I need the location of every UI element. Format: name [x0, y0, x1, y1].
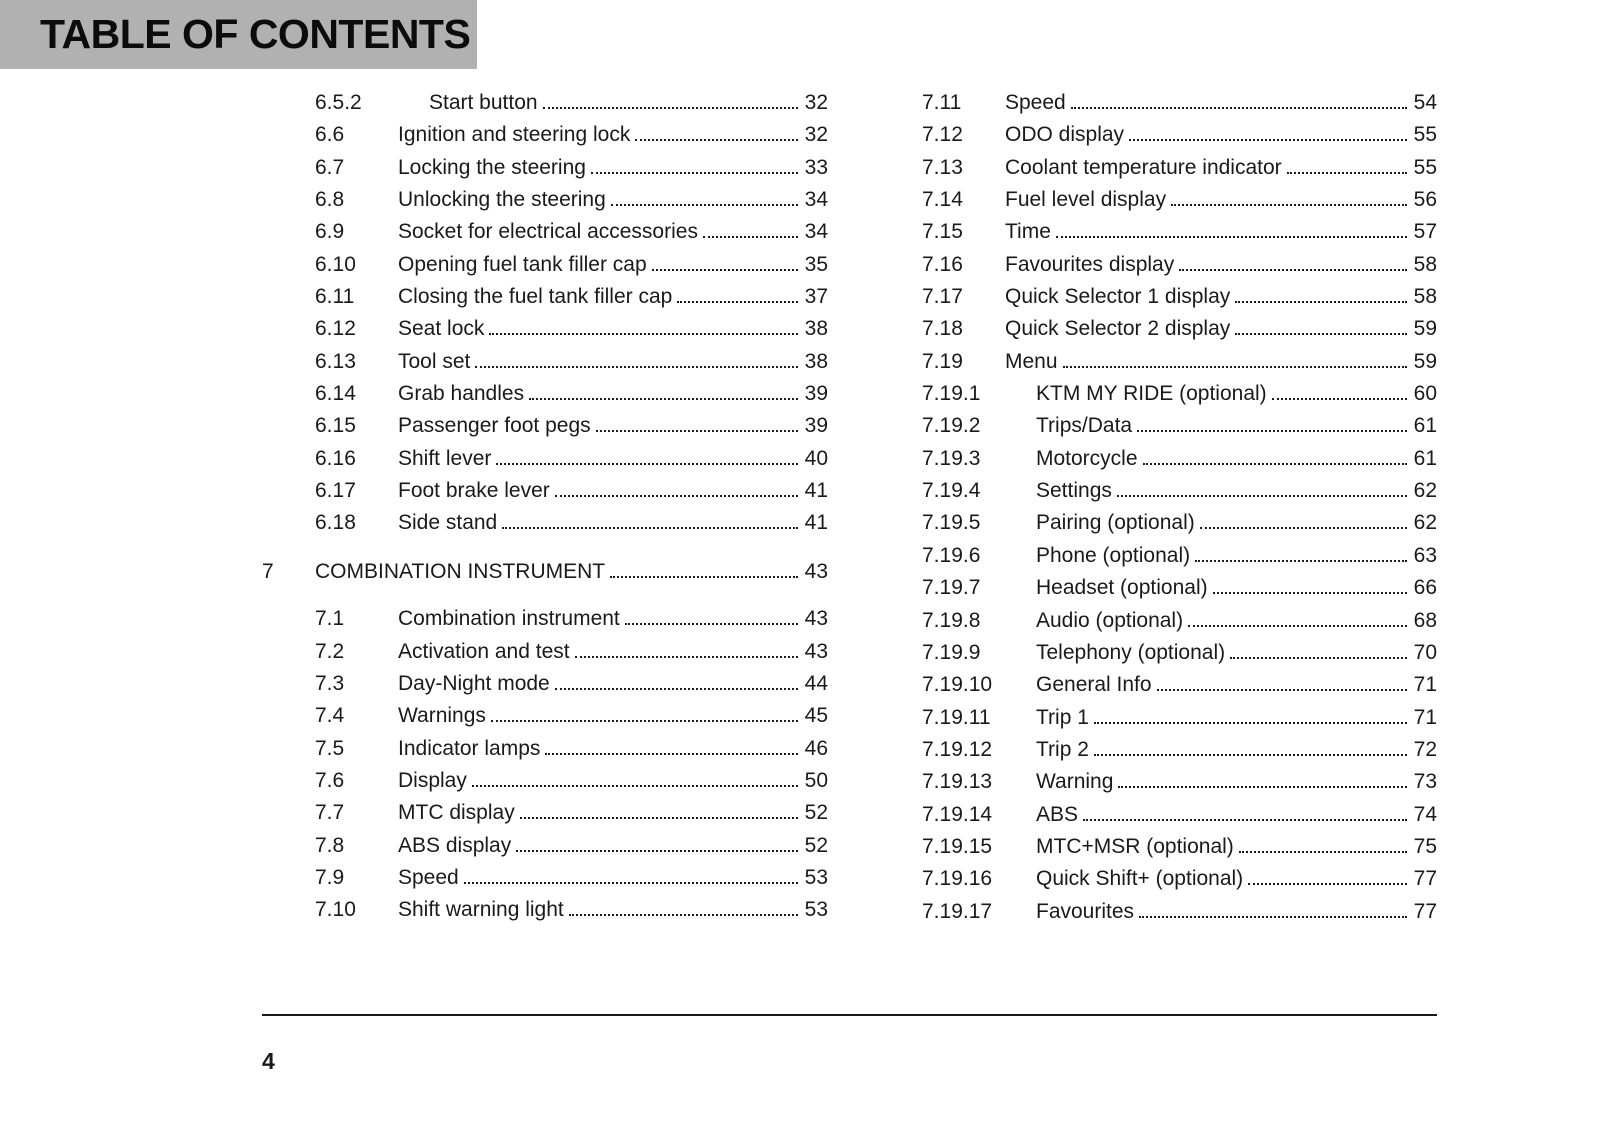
dot-leader: [1235, 333, 1407, 335]
toc-entry-number: 7.2: [315, 639, 345, 663]
toc-entry-page: 35: [804, 252, 828, 276]
toc-entry-row: [922, 799, 1437, 831]
toc-entry-page: 32: [804, 91, 828, 114]
dot-leader: [1213, 592, 1407, 594]
dot-leader: [1063, 366, 1407, 368]
toc-entry-row: [922, 184, 1437, 216]
toc-entry-title: Locking the steering: [398, 155, 586, 179]
toc-entry-row: [315, 733, 828, 765]
toc-entry-page: 43: [804, 607, 828, 631]
toc-entry-number: 6.5.2: [315, 91, 362, 114]
toc-entry-row: [315, 378, 828, 410]
toc-entry-number: 6.8: [315, 188, 345, 212]
toc-entry-row: [922, 410, 1437, 442]
dot-leader: [1230, 657, 1407, 659]
toc-entry-page: 59: [1413, 349, 1437, 373]
toc-entry-title: Quick Selector 1 display: [1005, 285, 1231, 309]
toc-entry-number: 7.19.6: [922, 543, 981, 567]
toc-entry-title: Speed: [1005, 91, 1066, 114]
toc-entry-title: Warning: [1036, 770, 1114, 794]
toc-entry-row: [922, 443, 1437, 475]
toc-entry-title: Motorcycle: [1036, 446, 1138, 470]
toc-entry-page: 38: [804, 349, 828, 373]
toc-entry-title: Unlocking the steering: [398, 188, 606, 212]
toc-entry-page: 56: [1413, 188, 1437, 212]
toc-entry-number: 6.10: [315, 252, 356, 276]
toc-entry-row: [922, 507, 1437, 539]
toc-entry-title: Headset (optional): [1036, 576, 1208, 600]
toc-entry-number: 7.19.3: [922, 446, 981, 470]
dot-leader: [555, 688, 798, 690]
toc-entry-page: 45: [804, 704, 828, 728]
toc-entry-page: 70: [1413, 640, 1437, 664]
toc-entry-number: 7.19.1: [922, 382, 981, 406]
dot-leader: [489, 333, 798, 335]
dot-leader: [1118, 786, 1407, 788]
toc-entry-row: [315, 765, 828, 797]
toc-entry-number: 7.19: [922, 349, 963, 373]
toc-entry-page: 53: [804, 865, 828, 889]
toc-entry-title: Quick Selector 2 display: [1005, 317, 1231, 341]
toc-entry-number: 6.11: [315, 285, 355, 309]
toc-entry-number: 6.15: [315, 414, 356, 438]
toc-entry-title: Shift lever: [398, 446, 492, 470]
toc-entry-page: 46: [804, 736, 828, 760]
dot-leader: [703, 236, 798, 238]
toc-entry-number: 7.16: [922, 252, 963, 276]
toc-entry-number: 7.6: [315, 768, 345, 792]
dot-leader: [1239, 851, 1407, 853]
toc-entry-row: [922, 216, 1437, 248]
toc-entry-row: [922, 475, 1437, 507]
toc-entry-row: [922, 313, 1437, 345]
toc-entry-row: [922, 702, 1437, 734]
toc-entry-row: [922, 119, 1437, 151]
toc-column-left: [262, 87, 828, 927]
toc-column-right: [869, 87, 1437, 928]
toc-entry-title: ABS display: [398, 833, 512, 857]
toc-entry-number: 7.11: [922, 91, 962, 114]
toc-entry-number: 6.14: [315, 382, 356, 406]
toc-entry-title: ODO display: [1005, 123, 1125, 147]
toc-entry-number: 7.4: [315, 704, 345, 728]
toc-entry-title: Display: [398, 768, 467, 792]
toc-entry-page: 55: [1413, 155, 1437, 179]
toc-entry-row: [922, 863, 1437, 895]
toc-entry-title: Favourites: [1036, 899, 1135, 923]
toc-entry-row: [315, 603, 828, 635]
page-header-banner: [0, 0, 477, 69]
toc-entry-page: 34: [804, 220, 828, 244]
toc-entry-number: 7.19.13: [922, 770, 993, 794]
toc-entry-title: Seat lock: [398, 317, 485, 341]
dot-leader: [543, 107, 798, 109]
toc-entry-page: 77: [1413, 867, 1437, 891]
toc-entry-number: 6.13: [315, 349, 356, 373]
toc-entry-title: General Info: [1036, 673, 1152, 697]
toc-entry-number: 7.19.16: [922, 867, 993, 891]
dot-leader: [491, 720, 798, 722]
toc-entry-page: 62: [1413, 511, 1437, 535]
toc-entry-title: Ignition and steering lock: [398, 123, 631, 147]
toc-entry-row: [922, 637, 1437, 669]
dot-leader: [529, 398, 798, 400]
toc-entry-number: 6.6: [315, 123, 345, 147]
toc-entry-row: [315, 830, 828, 862]
toc-entry-page: 66: [1413, 576, 1437, 600]
toc-entry-title: Quick Shift+ (optional): [1036, 867, 1244, 891]
toc-entry-page: 53: [804, 898, 828, 922]
toc-entry-page: 43: [804, 559, 828, 583]
dot-leader: [472, 785, 798, 787]
toc-entry-number: 7.1: [315, 607, 345, 631]
toc-entry-title: Activation and test: [398, 639, 570, 663]
toc-entry-row: [922, 766, 1437, 798]
dot-leader: [1056, 236, 1407, 238]
dot-leader: [1137, 430, 1407, 432]
dot-leader: [596, 430, 798, 432]
toc-entry-row: [315, 862, 828, 894]
toc-entry-row: [315, 249, 828, 281]
toc-entry-page: 75: [1413, 834, 1437, 858]
toc-entry-page: 58: [1413, 285, 1437, 309]
toc-entry-page: 58: [1413, 252, 1437, 276]
toc-entry-number: 7.19.4: [922, 479, 981, 503]
toc-entry-number: 6.16: [315, 446, 356, 470]
dot-leader: [610, 576, 798, 578]
toc-entry-number: 7.18: [922, 317, 963, 341]
toc-entry-row: [315, 87, 828, 119]
dot-leader: [1157, 689, 1407, 691]
toc-entry-row: [315, 216, 828, 248]
toc-entry-title: Audio (optional): [1036, 608, 1184, 632]
toc-entry-number: 7.19.5: [922, 511, 981, 535]
toc-entry-number: 7.13: [922, 155, 963, 179]
toc-entry-number: 7.19.10: [922, 673, 993, 697]
toc-entry-row: [315, 313, 828, 345]
toc-entry-page: 55: [1413, 123, 1437, 147]
toc-entry-page: 37: [804, 285, 828, 309]
toc-entry-page: 39: [804, 414, 828, 438]
toc-entry-number: 7.8: [315, 833, 345, 857]
dot-leader: [591, 172, 798, 174]
toc-entry-page: 57: [1413, 220, 1437, 244]
dot-leader: [1083, 819, 1407, 821]
dot-leader: [1094, 754, 1407, 756]
toc-entry-page: 38: [804, 317, 828, 341]
toc-entry-row: [315, 668, 828, 700]
toc-chapter-row: [262, 556, 828, 588]
toc-entry-title: Trip 2: [1036, 737, 1089, 761]
toc-entry-row: [922, 378, 1437, 410]
toc-entry-number: 7.7: [315, 801, 345, 825]
toc-entry-page: 43: [804, 639, 828, 663]
toc-entry-number: 7.19.7: [922, 576, 981, 600]
toc-entry-row: [315, 281, 828, 313]
toc-entry-number: 7.10: [315, 898, 356, 922]
toc-entry-title: Socket for electrical accessories: [398, 220, 698, 244]
dot-leader: [545, 753, 798, 755]
dot-leader: [1272, 398, 1407, 400]
toc-entry-title: MTC display: [398, 801, 515, 825]
toc-entry-number: 7.14: [922, 188, 963, 212]
toc-entry-title: Coolant temperature indicator: [1005, 155, 1282, 179]
dot-leader: [635, 139, 798, 141]
toc-entry-row: [922, 572, 1437, 604]
page-number: 4: [262, 1048, 275, 1074]
toc-entry-page: 40: [804, 446, 828, 470]
toc-entry-page: 63: [1413, 543, 1437, 567]
toc-entry-title: Trips/Data: [1036, 414, 1133, 438]
dot-leader: [1071, 107, 1407, 109]
toc-entry-title: Telephony (optional): [1036, 640, 1226, 664]
dot-leader: [1117, 495, 1407, 497]
toc-entry-number: 7.19.14: [922, 802, 993, 826]
toc-entry-page: 41: [804, 479, 828, 503]
toc-entry-number: 7: [262, 559, 274, 583]
toc-entry-number: 6.18: [315, 511, 356, 535]
toc-entry-title: Trip 1: [1036, 705, 1089, 729]
toc-entry-row: [922, 249, 1437, 281]
dot-leader: [502, 527, 798, 529]
toc-entry-row: [922, 540, 1437, 572]
toc-entry-row: [922, 896, 1437, 928]
toc-entry-row: [315, 894, 828, 926]
dot-leader: [1143, 463, 1407, 465]
toc-entry-title: Speed: [398, 865, 459, 889]
toc-entry-row: [922, 831, 1437, 863]
toc-entry-row: [922, 734, 1437, 766]
toc-entry-title: KTM MY RIDE (optional): [1036, 382, 1267, 406]
toc-entry-row: [315, 119, 828, 151]
toc-entry-page: 44: [804, 671, 828, 695]
toc-entry-title: Tool set: [398, 349, 471, 373]
toc-entry-row: [922, 152, 1437, 184]
toc-entry-page: 61: [1413, 446, 1437, 470]
dot-leader: [1248, 883, 1407, 885]
toc-entry-row: [315, 346, 828, 378]
toc-entry-number: 7.12: [922, 123, 963, 147]
dot-leader: [575, 656, 798, 658]
dot-leader: [475, 366, 798, 368]
dot-leader: [569, 914, 798, 916]
toc-entry-title: Favourites display: [1005, 252, 1175, 276]
dot-leader: [1200, 527, 1407, 529]
toc-entry-title: Passenger foot pegs: [398, 414, 591, 438]
toc-entry-title: Phone (optional): [1036, 543, 1191, 567]
toc-entry-title: Day-Night mode: [398, 671, 550, 695]
toc-entry-page: 61: [1413, 414, 1437, 438]
toc-entry-number: 6.17: [315, 479, 356, 503]
dot-leader: [555, 495, 798, 497]
toc-entry-page: 72: [1413, 737, 1437, 761]
toc-entry-page: 77: [1413, 899, 1437, 923]
toc-entry-title: COMBINATION INSTRUMENT: [315, 559, 606, 583]
toc-entry-title: Combination instrument: [398, 607, 620, 631]
toc-entry-title: Opening fuel tank filler cap: [398, 252, 647, 276]
dot-leader: [520, 817, 798, 819]
toc-entry-row: [315, 507, 828, 539]
toc-entry-page: 50: [804, 768, 828, 792]
toc-entry-page: 62: [1413, 479, 1437, 503]
dot-leader: [677, 301, 798, 303]
page-title: TABLE OF CONTENTS: [40, 11, 471, 57]
toc-entry-number: 6.9: [315, 220, 345, 244]
toc-entry-number: 7.19.12: [922, 737, 993, 761]
toc-entry-page: 39: [804, 382, 828, 406]
toc-entry-page: 52: [804, 833, 828, 857]
dot-leader: [1171, 204, 1407, 206]
toc-entry-page: 68: [1413, 608, 1437, 632]
dot-leader: [464, 882, 798, 884]
dot-leader: [1195, 560, 1407, 562]
toc-entry-title: Start button: [429, 91, 538, 114]
toc-entry-number: 7.19.9: [922, 640, 981, 664]
toc-entry-number: 6.7: [315, 155, 345, 179]
toc-entry-title: Grab handles: [398, 382, 525, 406]
toc-entry-page: 34: [804, 188, 828, 212]
toc-entry-number: 7.19.8: [922, 608, 981, 632]
toc-entry-title: Shift warning light: [398, 898, 564, 922]
toc-entry-row: [315, 410, 828, 442]
toc-entry-row: [922, 281, 1437, 313]
dot-leader: [1094, 722, 1407, 724]
toc-entry-page: 59: [1413, 317, 1437, 341]
toc-entry-number: 7.3: [315, 671, 345, 695]
toc-entry-row: [315, 636, 828, 668]
toc-entry-page: 52: [804, 801, 828, 825]
toc-entry-title: Time: [1005, 220, 1051, 244]
toc-entry-title: Fuel level display: [1005, 188, 1167, 212]
toc-entry-page: 60: [1413, 382, 1437, 406]
dot-leader: [625, 623, 798, 625]
toc-entry-row: [315, 443, 828, 475]
toc-entry-title: Menu: [1005, 349, 1058, 373]
toc-entry-page: 71: [1413, 673, 1437, 697]
dot-leader: [1188, 625, 1407, 627]
toc-entry-row: [315, 152, 828, 184]
toc-entry-row: [922, 87, 1437, 119]
dot-leader: [652, 269, 798, 271]
toc-entry-title: Foot brake lever: [398, 479, 550, 503]
toc-entry-number: 7.19.2: [922, 414, 981, 438]
toc-entry-title: ABS: [1036, 802, 1079, 826]
toc-entry-page: 41: [804, 511, 828, 535]
toc-entry-title: Warnings: [398, 704, 486, 728]
toc-entry-page: 74: [1413, 802, 1437, 826]
toc-entry-row: [315, 475, 828, 507]
toc-entry-number: 6.12: [315, 317, 356, 341]
toc-entry-number: 7.19.15: [922, 834, 993, 858]
dot-leader: [611, 204, 798, 206]
dot-leader: [516, 850, 798, 852]
toc-entry-page: 33: [804, 155, 828, 179]
toc-entry-row: [315, 184, 828, 216]
toc-entry-number: 7.19.11: [922, 705, 991, 729]
toc-entry-row: [922, 346, 1437, 378]
dot-leader: [1139, 916, 1407, 918]
toc-entry-title: Indicator lamps: [398, 736, 541, 760]
toc-entry-number: 7.17: [922, 285, 963, 309]
toc-entry-row: [315, 797, 828, 829]
toc-entry-page: 71: [1413, 705, 1437, 729]
footer-divider: [262, 1014, 1437, 1016]
toc-entry-page: 73: [1413, 770, 1437, 794]
toc-entry-row: [922, 605, 1437, 637]
toc-entry-title: Closing the fuel tank filler cap: [398, 285, 673, 309]
toc-entry-row: [315, 700, 828, 732]
dot-leader: [1235, 301, 1407, 303]
toc-entry-title: MTC+MSR (optional): [1036, 834, 1234, 858]
dot-leader: [1129, 139, 1407, 141]
toc-entry-title: Side stand: [398, 511, 498, 535]
toc-entry-row: [922, 669, 1437, 701]
toc-entry-title: Settings: [1036, 479, 1112, 503]
dot-leader: [496, 463, 798, 465]
toc-entry-number: 7.15: [922, 220, 963, 244]
dot-leader: [1179, 269, 1407, 271]
toc-entry-number: 7.19.17: [922, 899, 993, 923]
toc-entry-page: 54: [1413, 91, 1437, 114]
toc-entry-page: 32: [804, 123, 828, 147]
toc-entry-number: 7.9: [315, 865, 345, 889]
toc-entry-number: 7.5: [315, 736, 345, 760]
toc-entry-title: Pairing (optional): [1036, 511, 1195, 535]
dot-leader: [1287, 172, 1407, 174]
